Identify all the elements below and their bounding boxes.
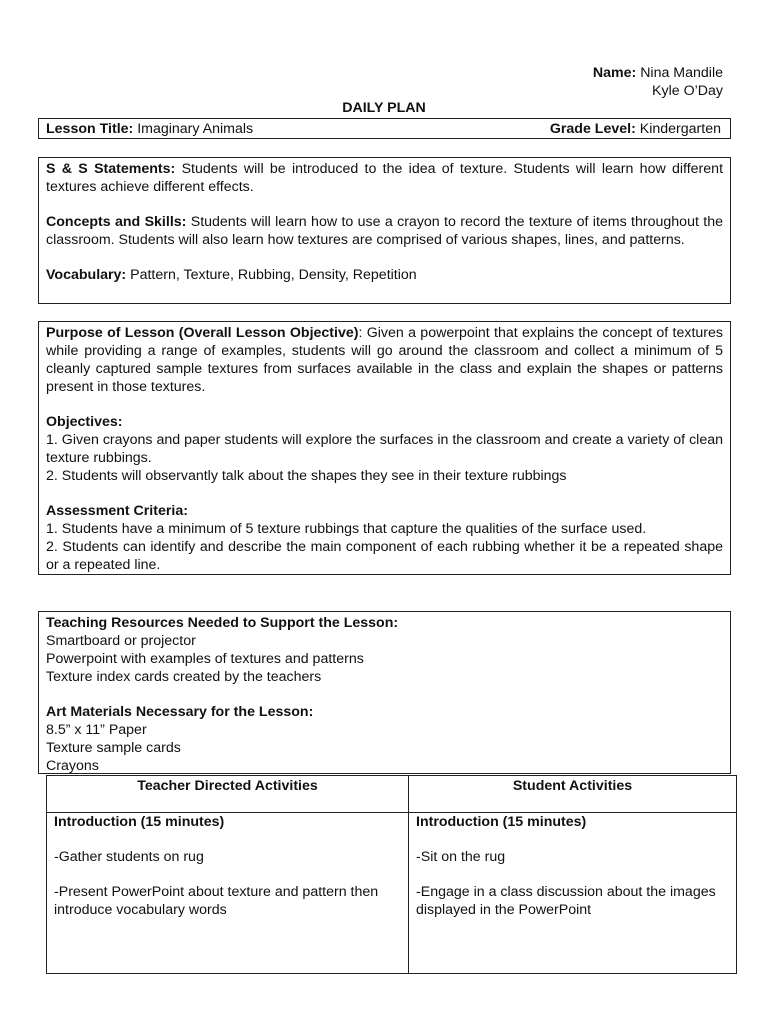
lesson-title-label: Lesson Title:: [46, 120, 134, 137]
concepts-skills: [46, 213, 723, 249]
concepts-label: Concepts and Skills:: [46, 214, 187, 230]
page-title: DAILY PLAN: [342, 100, 426, 116]
teacher-activities-cell: [47, 812, 408, 919]
teaching-resources-heading: [46, 614, 723, 632]
ss-label: S & S Statements:: [46, 161, 176, 177]
vocabulary-label: Vocabulary:: [46, 267, 127, 283]
author-name-2: Kyle O’Day: [652, 83, 723, 99]
assessment-item: 1. Students have a minimum of 5 texture rubbings that capture the qualities of the surface used.: [46, 521, 647, 537]
teacher-activities-header: Teacher Directed Activities: [137, 778, 318, 794]
purpose-text: : Given a powerpoint that explains the concept of textures while providing a range of examples, students will go around the classroom and collect a minimum of 5 cleanly captured sample textures from surfaces available in the class and explain the shapes or patterns present in those textures.: [46, 325, 723, 395]
student-activity-item: -Sit on the rug: [416, 849, 506, 865]
material-item: Crayons: [46, 758, 99, 774]
name-line-1: [480, 64, 723, 82]
assessment-label: Assessment Criteria:: [46, 503, 188, 519]
resource-item: Texture index cards created by the teachers: [46, 669, 322, 685]
author-name-1: Nina Mandile: [640, 65, 723, 81]
activities-table: [46, 775, 737, 974]
objectives-label: Objectives:: [46, 414, 123, 430]
purpose-box: [38, 321, 731, 575]
art-materials-heading: [46, 703, 723, 721]
lesson-title-value: Imaginary Animals: [137, 120, 254, 137]
teacher-activities-column: [47, 776, 408, 919]
objectives-heading: [46, 413, 723, 431]
purpose-of-lesson: [46, 324, 723, 396]
ss-statements: [46, 160, 723, 196]
art-materials-label: Art Materials Necessary for the Lesson:: [46, 704, 314, 720]
teacher-activity-item: -Present PowerPoint about texture and pattern then introduce vocabulary words: [54, 884, 379, 918]
teacher-activity-item: -Gather students on rug: [54, 849, 204, 865]
standards-box: [38, 157, 731, 304]
teacher-intro-label: Introduction (15 minutes): [54, 814, 225, 830]
resource-item: Smartboard or projector: [46, 633, 196, 649]
concepts-text: Students will learn how to use a crayon to record the texture of items throughout the classroom. Students will also learn how textures are comprised of various shapes, lines, and patterns.: [46, 214, 723, 248]
assessment-item: 2. Students can identify and describe the main component of each rubbing whether it be a repeated shape or a repeated line.: [46, 539, 723, 573]
lesson-title-box: [38, 118, 731, 139]
grade-level-label: Grade Level:: [549, 120, 636, 137]
student-intro-heading: [416, 813, 729, 831]
material-item: 8.5” x 11” Paper: [46, 722, 147, 738]
vocabulary: [46, 266, 723, 284]
author-names: [480, 64, 723, 100]
student-activity-item: -Engage in a class discussion about the images displayed in the PowerPoint: [416, 884, 716, 918]
material-item: Texture sample cards: [46, 740, 181, 756]
lesson-title: [46, 120, 253, 138]
name-label: Name:: [592, 65, 637, 81]
ss-text: Students will be introduced to the idea of texture. Students will learn how different textures achieve different effects.: [46, 161, 724, 195]
student-activities-column: [409, 776, 736, 919]
purpose-label: Purpose of Lesson (Overall Lesson Objective): [46, 325, 359, 341]
grade-level-value: Kindergarten: [639, 120, 721, 137]
resources-box: [38, 611, 731, 774]
objective-item: 2. Students will observantly talk about the shapes they see in their texture rubbings: [46, 468, 567, 484]
vocabulary-text: Pattern, Texture, Rubbing, Density, Repetition: [130, 267, 417, 283]
teaching-resources-label: Teaching Resources Needed to Support the Lesson:: [46, 615, 399, 631]
grade-level: [550, 120, 721, 138]
assessment-heading: [46, 502, 723, 520]
student-intro-label: Introduction (15 minutes): [416, 814, 587, 830]
resource-item: Powerpoint with examples of textures and patterns: [46, 651, 364, 667]
student-activities-header: Student Activities: [512, 778, 633, 794]
student-activities-cell: [409, 812, 736, 919]
teacher-intro-heading: [54, 813, 401, 831]
objective-item: 1. Given crayons and paper students will explore the surfaces in the classroom and create a variety of clean texture rubbings.: [46, 432, 723, 466]
